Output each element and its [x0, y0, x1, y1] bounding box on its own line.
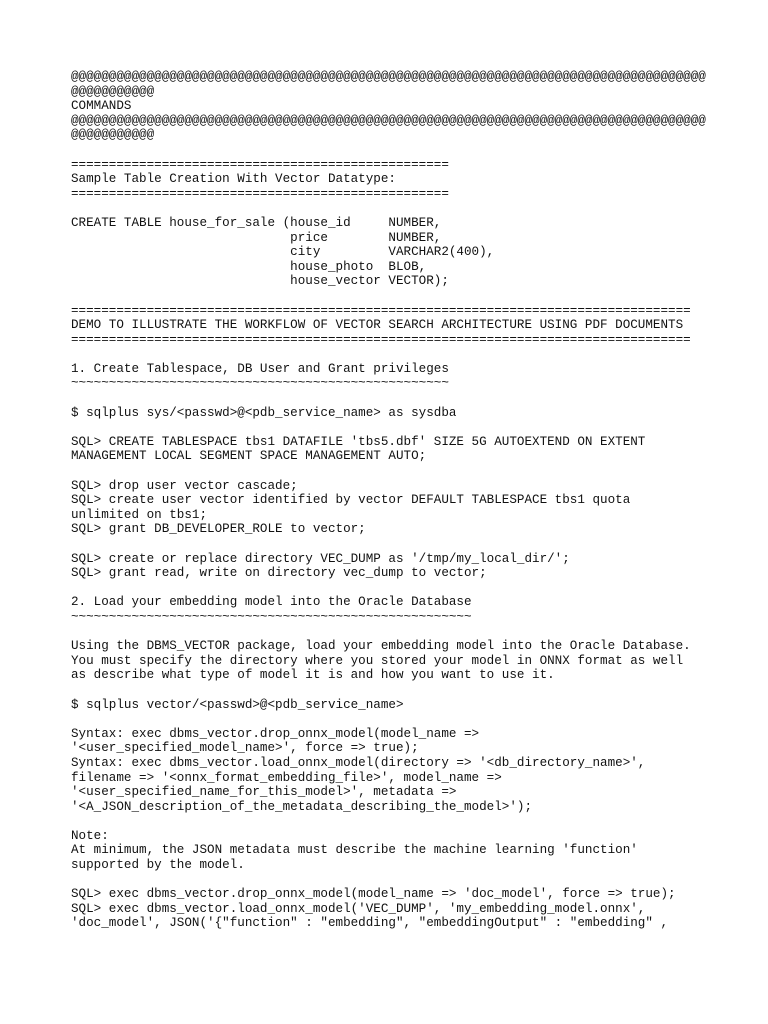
text-line — [71, 814, 761, 829]
text-line: ~~~~~~~~~~~~~~~~~~~~~~~~~~~~~~~~~~~~~~~~~~~~~~~~~~ — [71, 376, 449, 391]
text-line: SQL> create or replace directory VEC_DUMP as '/tmp/my_local_dir/'; — [71, 551, 570, 566]
text-line: ~~~~~~~~~~~~~~~~~~~~~~~~~~~~~~~~~~~~~~~~~~~~~~~~~~~~~ — [71, 609, 472, 624]
text-line: Using the DBMS_VECTOR package, load your embedding model into the Oracle Database. — [71, 639, 691, 654]
text-line — [71, 581, 761, 596]
text-line — [71, 201, 761, 216]
text-line: 2. Load your embedding model into the Oracle Database — [71, 595, 472, 610]
text-line — [71, 289, 761, 304]
text-line: SQL> drop user vector cascade; — [71, 478, 298, 493]
text-line — [71, 420, 761, 435]
text-line: SQL> grant DB_DEVELOPER_ROLE to vector; — [71, 522, 366, 537]
text-line: price NUMBER, — [71, 230, 442, 245]
text-line: filename => '<onnx_format_embedding_file>', model_name => — [71, 770, 502, 785]
text-line: SQL> grant read, write on directory vec_dump to vector; — [71, 566, 487, 581]
text-line: SQL> CREATE TABLESPACE tbs1 DATAFILE 'tbs5.dbf' SIZE 5G AUTOEXTEND ON EXTENT — [71, 434, 646, 449]
text-line: '<user_specified_name_for_this_model>', metadata => — [71, 785, 457, 800]
text-line: COMMANDS — [71, 99, 132, 114]
text-line: supported by the model. — [71, 858, 245, 873]
text-line: house_vector VECTOR); — [71, 274, 449, 289]
text-line: SQL> exec dbms_vector.drop_onnx_model(model_name => 'doc_model', force => true); — [71, 887, 676, 902]
text-line: $ sqlplus vector/<passwd>@<pdb_service_name> — [71, 697, 404, 712]
text-line: DEMO TO ILLUSTRATE THE WORKFLOW OF VECTOR SEARCH ARCHITECTURE USING PDF DOCUMENTS — [71, 318, 684, 333]
text-line — [71, 464, 761, 479]
text-line: Syntax: exec dbms_vector.load_onnx_model(directory => '<db_directory_name>', — [71, 755, 646, 770]
text-line — [71, 391, 761, 406]
text-line: Sample Table Creation With Vector Datatype: — [71, 172, 396, 187]
document-text — [71, 70, 761, 931]
text-line: house_photo BLOB, — [71, 259, 427, 274]
text-line: '<user_specified_model_name>', force => true); — [71, 741, 419, 756]
text-line: @@@@@@@@@@@ — [71, 128, 155, 143]
text-line: You must specify the directory where you stored your model in ONNX format as well — [71, 653, 684, 668]
text-line — [71, 683, 761, 698]
text-line: ================================================== — [71, 157, 449, 172]
text-line: ================================================== — [71, 186, 449, 201]
text-line — [71, 873, 761, 888]
text-line — [71, 347, 761, 362]
text-line: 1. Create Tablespace, DB User and Grant privileges — [71, 361, 449, 376]
text-line: city VARCHAR2(400), — [71, 245, 495, 260]
text-line: CREATE TABLE house_for_sale (house_id NUMBER, — [71, 215, 442, 230]
text-line — [71, 625, 761, 640]
text-line: At minimum, the JSON metadata must describe the machine learning 'function' — [71, 843, 638, 858]
text-line: MANAGEMENT LOCAL SEGMENT SPACE MANAGEMENT AUTO; — [71, 449, 427, 464]
text-line: $ sqlplus sys/<passwd>@<pdb_service_name> as sysdba — [71, 405, 457, 420]
text-line: unlimited on tbs1; — [71, 507, 208, 522]
text-line: SQL> create user vector identified by vector DEFAULT TABLESPACE tbs1 quota — [71, 493, 631, 508]
text-line: @@@@@@@@@@@@@@@@@@@@@@@@@@@@@@@@@@@@@@@@@@@@@@@@@@@@@@@@@@@@@@@@@@@@@@@@@@@@@@@@@@@@ — [71, 113, 706, 128]
text-line: Note: — [71, 828, 109, 843]
text-line — [71, 712, 761, 727]
text-line — [71, 537, 761, 552]
text-line: ================================================================================== — [71, 303, 691, 318]
text-line: ================================================================================== — [71, 332, 691, 347]
text-line: '<A_JSON_description_of_the_metadata_describing_the_model>'); — [71, 799, 533, 814]
text-line: @@@@@@@@@@@@@@@@@@@@@@@@@@@@@@@@@@@@@@@@@@@@@@@@@@@@@@@@@@@@@@@@@@@@@@@@@@@@@@@@@@@@ — [71, 70, 706, 84]
text-line: 'doc_model', JSON('{"function" : "embedding", "embeddingOutput" : "embedding" , — [71, 916, 669, 931]
text-line — [71, 143, 761, 158]
text-line: as describe what type of model it is and how you want to use it. — [71, 668, 555, 683]
text-line: @@@@@@@@@@@ — [71, 84, 155, 99]
text-line: SQL> exec dbms_vector.load_onnx_model('VEC_DUMP', 'my_embedding_model.onnx', — [71, 901, 646, 916]
text-line: Syntax: exec dbms_vector.drop_onnx_model(model_name => — [71, 726, 480, 741]
